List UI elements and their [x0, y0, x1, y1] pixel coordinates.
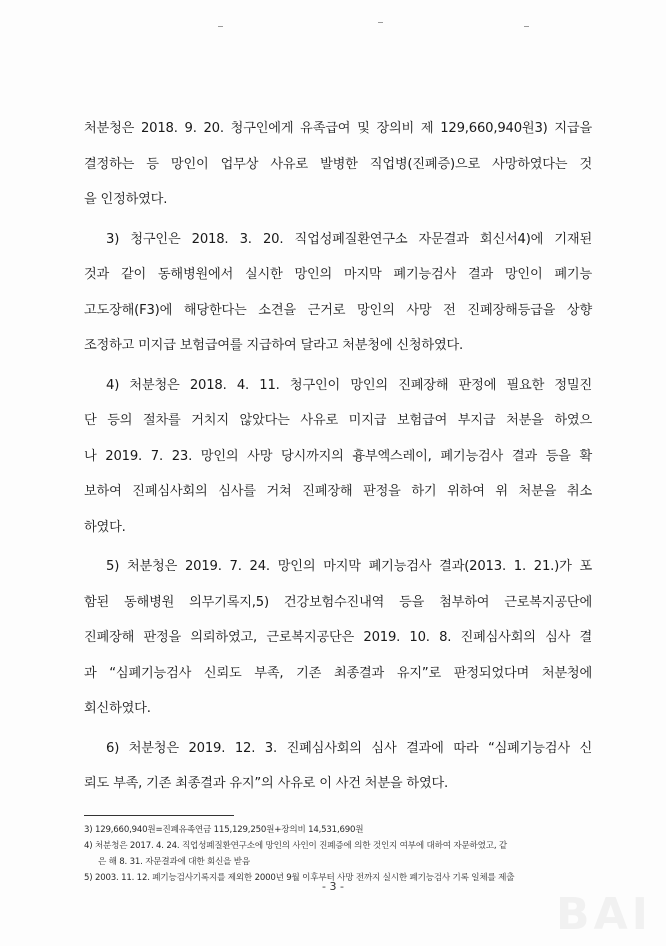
text-line: 을 인정하였다. — [84, 192, 168, 207]
text-line: 보하여 진폐심사회의 심사를 거쳐 진폐장해 판정을 하기 위하여 위 처분을 취소 — [84, 484, 592, 499]
text-line: 단 등의 절차를 거치지 않았다는 사유로 미지급 보험급여 부지급 처분을 하였으 — [84, 413, 592, 428]
text-line: 것과 같이 동해병원에서 실시한 망인의 마지막 폐기능검사 결과 망인이 폐기능 — [84, 267, 592, 282]
paragraph-p5 — [84, 549, 592, 727]
footnote-4-continued: 은 해 8. 31. 자문결과에 대한 회신을 받음 — [98, 857, 251, 867]
text-line: 6) 처분청은 2019. 12. 3. 진폐심사회의 심사 결과에 따라 “심폐기능검사 신 — [106, 740, 592, 756]
footnote-5: 5) 2003. 11. 12. 폐기능검사기록지를 제외한 2000년 9월 이후부터 사망 전까지 실시한 폐기능검사 기록 일체를 제출 — [84, 873, 515, 883]
footnote-separator — [84, 815, 234, 816]
text-line: 결정하는 등 망인이 업무상 사유로 발병한 직업병(진폐증)으로 사망하였다는 것 — [84, 156, 592, 172]
footnote-4: 4) 처분청은 2017. 4. 24. 직업성폐질환연구소에 망인의 사인이 진폐증에 의한 것인지 여부에 대하여 자문하였고, 같 — [84, 841, 508, 851]
text-line: 처분청은 2018. 9. 20. 청구인에게 유족급여 및 장의비 제 129,660,940원3) 지급을 — [84, 121, 592, 136]
paragraph-p6 — [84, 731, 592, 802]
text-line: 나 2019. 7. 23. 망인의 사망 당시까지의 흉부엑스레이, 폐기능검사 결과 등을 확 — [84, 448, 592, 464]
footnote-3: 3) 129,660,940원=진폐유족연금 115,129,250원+장의비 14,531,690원 — [84, 825, 364, 835]
paragraph-p3 — [84, 222, 592, 364]
watermark-logo: BAI — [556, 889, 652, 940]
text-line: 조정하고 미지급 보험급여를 지급하여 달라고 처분청에 신청하였다. — [84, 338, 464, 353]
text-line: 진폐장해 판정을 의뢰하였고, 근로복지공단은 2019. 10. 8. 진폐심사회의 심사 결 — [84, 630, 592, 645]
text-line: 회신하였다. — [84, 701, 151, 716]
text-line: 4) 처분청은 2018. 4. 11. 청구인이 망인의 진폐장해 판정에 필요한 정밀진 — [106, 377, 592, 393]
body-text — [84, 111, 592, 802]
scan-mark — [524, 26, 529, 27]
text-line: 하였다. — [84, 519, 126, 535]
paragraph-p2-cont — [84, 111, 592, 218]
paragraph-p4 — [84, 368, 592, 546]
scan-mark — [218, 26, 223, 27]
text-line: 5) 처분청은 2019. 7. 24. 망인의 마지막 폐기능검사 결과(2013. 1. 21.)가 포 — [106, 559, 592, 574]
footnotes — [84, 822, 594, 886]
text-line: 함된 동해병원 의무기록지,5) 건강보험수진내역 등을 첨부하여 근로복지공단에 — [84, 594, 592, 610]
text-line: 과 “심폐기능검사 신뢰도 부족, 기존 최종결과 유지”로 판정되었다며 처분청에 — [84, 665, 592, 681]
scan-mark — [378, 22, 383, 23]
page-number: - 3 - — [322, 880, 344, 893]
text-line: 3) 청구인은 2018. 3. 20. 직업성폐질환연구소 자문결과 회신서4)에 기재된 — [106, 231, 592, 247]
text-line: 고도장해(F3)에 해당한다는 소견을 근거로 망인의 사망 전 진폐장해등급을 상향 — [84, 302, 592, 318]
text-line: 뢰도 부족, 기존 최종결과 유지”의 사유로 이 사건 처분을 하였다. — [84, 776, 449, 791]
